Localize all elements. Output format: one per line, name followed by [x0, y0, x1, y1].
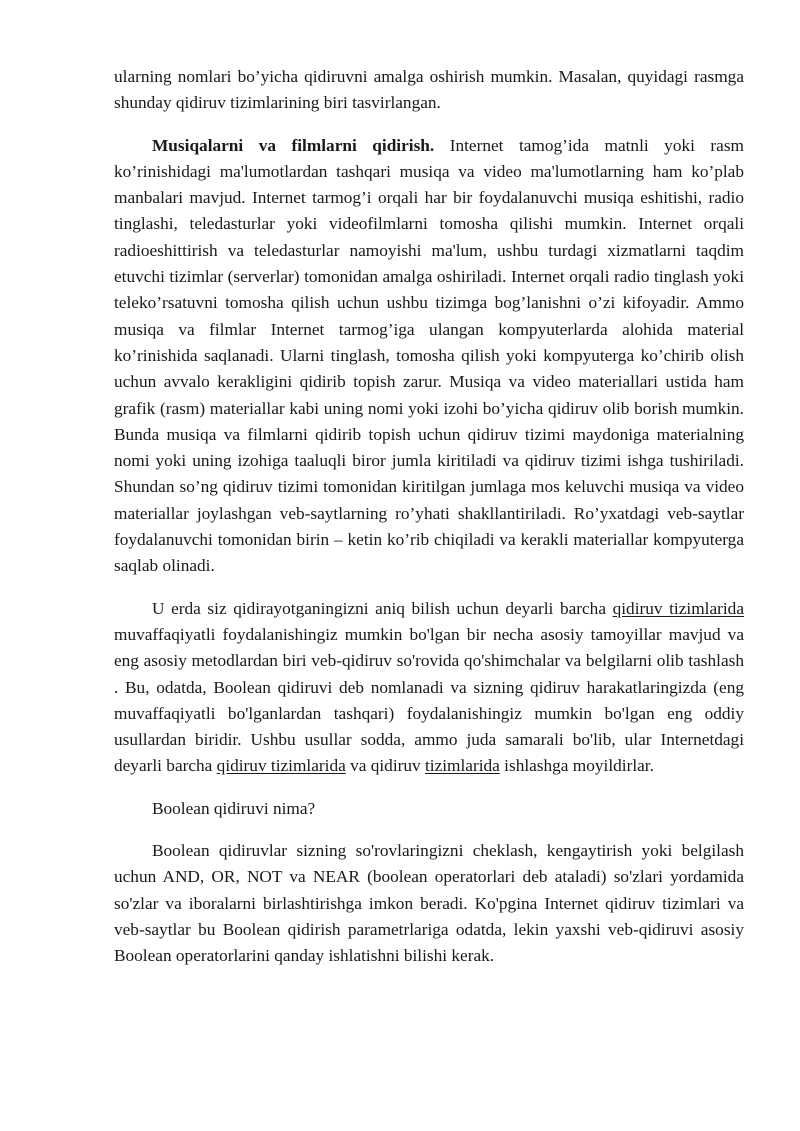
link-qidiruv-tizimlarida-2[interactable]: qidiruv tizimlarida	[216, 756, 346, 776]
section-heading-music-films: Musiqalarni va filmlarni qidirish.	[152, 135, 435, 155]
paragraph-question: Boolean qidiruvi nima?	[152, 798, 316, 818]
text-segment: va qidiruv	[345, 756, 425, 776]
paragraph-music-films	[114, 133, 744, 580]
paragraph-intro: ularning nomlari bo’yicha qidiruvni amalga oshirish mumkin. Masalan, quyidagi rasmga shunday qidiruv tizimlarining biri tasvirlangan.	[114, 67, 744, 113]
text-segment: ishlashga moyildirlar.	[499, 756, 654, 776]
link-qidiruv-tizimlarida-1[interactable]: qidiruv tizimlarida	[612, 598, 744, 618]
text-segment: muvaffaqiyatli foydalanishingiz mumkin bo'lgan bir necha asosiy tamoyillar mavjud va eng asosiy metodlardan biri veb-qidiruv so'rovida qo'shimchalar va belgilarni olib tashlash . Bu, odatda, Boolean qidiruvi deb nomlanadi va sizning qidiruv harakatlaringizda (eng muvaffaqiyatli bo'lganlardan tashqari) foydalanishingiz mumkin bo'lgan eng oddiy usullardan biridir. Ushbu usullar sodda, ammo juda samarali bo'lib, ular Internetdagi deyarli barcha	[114, 624, 744, 776]
text-segment: U erda siz qidirayotganingizni aniq bilish uchun deyarli barcha	[152, 598, 613, 618]
paragraph-music-films-body: Internet tamog’ida matnli yoki rasm ko’rinishidagi ma'lumotlardan tashqari musiqa va video ma'lumotlarning ham ko’plab manbalari mavjud. Internet tarmog’i orqali har bir foydalanuvchi musiqa eshitishi, radio tinglashi, teledasturlar yoki videofilmlarni tomosha qilishi mumkin. Internet orqali radioeshittirish va teledasturlar namoyishi ma'lum, ushbu turdagi xizmatlarni taqdim etuvchi tizimlar (serverlar) tomonidan amalga oshiriladi. Internet orqali radio tinglash yoki teleko’rsatuvni tomosha qilish uchun ushbu tizimga bog’lanishni o’zi kifoyadir. Ammo musiqa va filmlar Internet tarmog’iga ulangan kompyuterlarda alohida material ko’rinishida saqlanadi. Ularni tinglash, tomosha qilish yoki kompyuterga ko’chirib olish uchun avvalo kerakligini qidirib topish zarur. Musiqa va video materiallari ustida ham grafik (rasm) materiallar kabi uning nomi yoki izohi bo’yicha qidiruv olib borish mumkin. Bunda musiqa va filmlarni qidirib topish uchun qidiruv tizimi maydoniga materialning nomi yoki uning izohiga taaluqli biror jumla kiritiladi va qidiruv tizimi ishga tushiriladi. Shundan so’ng qidiruv tizimi tomonidan kiritilgan jumlaga mos keluvchi musiqa va video materiallar joylashgan veb-saytlarning ro’yhati shakllantiriladi. Ro’yxatdagi veb-saytlar foydalanuvchi tomonidan birin – ketin ko’rib chiqiladi va kerakli materiallar kompyuterga saqlab olinadi.	[114, 135, 744, 576]
paragraph-search-principles	[114, 596, 744, 780]
link-tizimlarida[interactable]: tizimlarida	[424, 756, 500, 776]
paragraph-boolean: Boolean qidiruvlar sizning so'rovlaringizni cheklash, kengaytirish yoki belgilash uchun AND, OR, NOT va NEAR (boolean operatorlari deb ataladi) so'zlari yordamida so'zlar va iboralarni birlashtirishga imkon beradi. Ko'pgina Internet qidiruv tizimlari va veb-saytlar bu Boolean qidirish parametrlariga odatda, lekin yaxshi veb-qidiruvi asosiy Boolean operatorlarini qanday ishlatishni bilishi kerak.	[114, 841, 744, 966]
